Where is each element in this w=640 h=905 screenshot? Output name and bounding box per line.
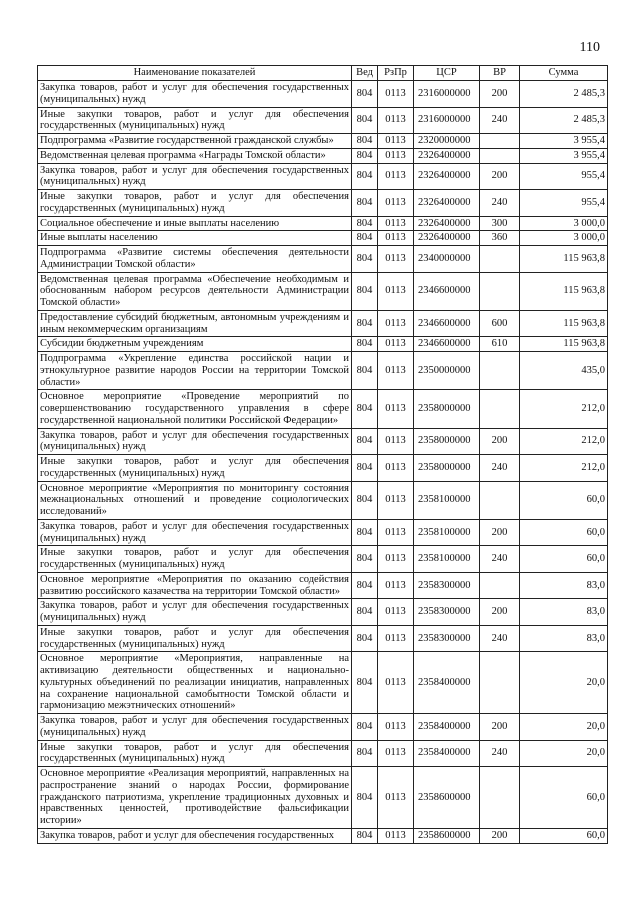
table-row xyxy=(38,455,608,482)
budget-table xyxy=(37,65,608,844)
cell-csr: 2358100000 xyxy=(414,546,480,573)
cell-ved: 804 xyxy=(352,428,378,455)
table-row xyxy=(38,310,608,337)
cell-sum: 60,0 xyxy=(520,828,608,843)
cell-csr: 2346600000 xyxy=(414,310,480,337)
table-row xyxy=(38,352,608,390)
cell-ved: 804 xyxy=(352,652,378,714)
cell-rzpr: 0113 xyxy=(378,148,414,163)
cell-name: Иные закупки товаров, работ и услуг для обеспечения государственных (муниципальных) нужд xyxy=(38,190,352,217)
cell-vr xyxy=(480,352,520,390)
table-row xyxy=(38,714,608,741)
table-row xyxy=(38,572,608,599)
cell-ved: 804 xyxy=(352,148,378,163)
cell-name: Основное мероприятие «Реализация мероприятий, направленных на распространение знаний о народах России, формирование гражданского патриотизма, укрепление традиционных духовных и нравственных ценностей, противодействие фальсификации истории» xyxy=(38,767,352,829)
cell-sum: 2 485,3 xyxy=(520,107,608,134)
cell-name: Закупка товаров, работ и услуг для обеспечения государственных (муниципальных) нужд xyxy=(38,428,352,455)
cell-rzpr: 0113 xyxy=(378,81,414,108)
cell-rzpr: 0113 xyxy=(378,134,414,149)
cell-sum: 212,0 xyxy=(520,455,608,482)
cell-sum: 3 955,4 xyxy=(520,134,608,149)
cell-csr: 2358000000 xyxy=(414,455,480,482)
cell-ved: 804 xyxy=(352,740,378,767)
cell-rzpr: 0113 xyxy=(378,714,414,741)
cell-csr: 2358400000 xyxy=(414,652,480,714)
cell-ved: 804 xyxy=(352,481,378,519)
cell-vr: 240 xyxy=(480,455,520,482)
cell-rzpr: 0113 xyxy=(378,352,414,390)
cell-csr: 2358300000 xyxy=(414,625,480,652)
cell-ved: 804 xyxy=(352,455,378,482)
cell-vr xyxy=(480,134,520,149)
cell-csr: 2358000000 xyxy=(414,390,480,428)
cell-ved: 804 xyxy=(352,310,378,337)
cell-ved: 804 xyxy=(352,107,378,134)
table-row xyxy=(38,481,608,519)
cell-csr: 2358300000 xyxy=(414,599,480,626)
cell-ved: 804 xyxy=(352,246,378,273)
cell-rzpr: 0113 xyxy=(378,428,414,455)
cell-csr: 2316000000 xyxy=(414,81,480,108)
cell-name: Подпрограмма «Развитие системы обеспечения деятельности Администрации Томской области» xyxy=(38,246,352,273)
cell-vr: 200 xyxy=(480,714,520,741)
cell-ved: 804 xyxy=(352,767,378,829)
cell-name: Предоставление субсидий бюджетным, автономным учреждениям и иным некоммерческим организациям xyxy=(38,310,352,337)
table-row xyxy=(38,231,608,246)
cell-csr: 2346600000 xyxy=(414,272,480,310)
cell-csr: 2326400000 xyxy=(414,148,480,163)
cell-name: Подпрограмма «Развитие государственной гражданской службы» xyxy=(38,134,352,149)
cell-name: Основное мероприятие «Мероприятия, направленные на активизацию деятельности общественных и национально-культурных объединений по реализации инициатив, направленных на сохранение национальной самобытности Томской области и гармонизацию межэтнических отношений» xyxy=(38,652,352,714)
header-vr: ВР xyxy=(480,66,520,81)
cell-rzpr: 0113 xyxy=(378,272,414,310)
header-csr: ЦСР xyxy=(414,66,480,81)
cell-ved: 804 xyxy=(352,81,378,108)
cell-csr: 2358600000 xyxy=(414,767,480,829)
cell-vr: 200 xyxy=(480,428,520,455)
table-row xyxy=(38,625,608,652)
table-row xyxy=(38,246,608,273)
cell-sum: 60,0 xyxy=(520,546,608,573)
cell-name: Иные закупки товаров, работ и услуг для обеспечения государственных (муниципальных) нужд xyxy=(38,455,352,482)
cell-name: Закупка товаров, работ и услуг для обеспечения государственных xyxy=(38,828,352,843)
cell-sum: 3 000,0 xyxy=(520,231,608,246)
cell-ved: 804 xyxy=(352,519,378,546)
cell-vr: 300 xyxy=(480,216,520,231)
cell-csr: 2358300000 xyxy=(414,572,480,599)
cell-rzpr: 0113 xyxy=(378,767,414,829)
cell-vr: 240 xyxy=(480,546,520,573)
cell-vr xyxy=(480,652,520,714)
cell-name: Иные закупки товаров, работ и услуг для обеспечения государственных (муниципальных) нужд xyxy=(38,107,352,134)
cell-vr: 240 xyxy=(480,625,520,652)
header-rzpr: РзПр xyxy=(378,66,414,81)
table-row xyxy=(38,428,608,455)
cell-vr: 200 xyxy=(480,828,520,843)
cell-sum: 212,0 xyxy=(520,390,608,428)
cell-sum: 115 963,8 xyxy=(520,246,608,273)
table-row xyxy=(38,148,608,163)
cell-ved: 804 xyxy=(352,231,378,246)
cell-ved: 804 xyxy=(352,390,378,428)
cell-sum: 115 963,8 xyxy=(520,310,608,337)
cell-vr: 610 xyxy=(480,337,520,352)
cell-vr: 200 xyxy=(480,81,520,108)
cell-ved: 804 xyxy=(352,163,378,190)
cell-vr: 200 xyxy=(480,163,520,190)
cell-csr: 2326400000 xyxy=(414,190,480,217)
cell-vr: 200 xyxy=(480,519,520,546)
table-row xyxy=(38,81,608,108)
cell-name: Иные закупки товаров, работ и услуг для обеспечения государственных (муниципальных) нужд xyxy=(38,546,352,573)
header-ved: Вед xyxy=(352,66,378,81)
cell-ved: 804 xyxy=(352,714,378,741)
cell-name: Закупка товаров, работ и услуг для обеспечения государственных (муниципальных) нужд xyxy=(38,163,352,190)
cell-ved: 804 xyxy=(352,190,378,217)
page-number: 110 xyxy=(579,40,600,55)
table-row xyxy=(38,272,608,310)
cell-vr xyxy=(480,390,520,428)
cell-rzpr: 0113 xyxy=(378,652,414,714)
table-row xyxy=(38,216,608,231)
cell-sum: 212,0 xyxy=(520,428,608,455)
cell-csr: 2358000000 xyxy=(414,428,480,455)
cell-vr xyxy=(480,246,520,273)
cell-sum: 60,0 xyxy=(520,481,608,519)
table-row xyxy=(38,134,608,149)
table-row xyxy=(38,652,608,714)
table-row xyxy=(38,519,608,546)
cell-sum: 115 963,8 xyxy=(520,272,608,310)
cell-rzpr: 0113 xyxy=(378,740,414,767)
table-row xyxy=(38,390,608,428)
cell-vr: 200 xyxy=(480,599,520,626)
cell-rzpr: 0113 xyxy=(378,828,414,843)
cell-csr: 2358400000 xyxy=(414,714,480,741)
cell-name: Социальное обеспечение и иные выплаты населению xyxy=(38,216,352,231)
cell-name: Закупка товаров, работ и услуг для обеспечения государственных (муниципальных) нужд xyxy=(38,599,352,626)
cell-sum: 3 000,0 xyxy=(520,216,608,231)
cell-sum: 115 963,8 xyxy=(520,337,608,352)
cell-ved: 804 xyxy=(352,828,378,843)
cell-rzpr: 0113 xyxy=(378,572,414,599)
table-row xyxy=(38,767,608,829)
cell-csr: 2358100000 xyxy=(414,481,480,519)
cell-csr: 2326400000 xyxy=(414,216,480,231)
cell-vr: 240 xyxy=(480,740,520,767)
cell-ved: 804 xyxy=(352,599,378,626)
cell-ved: 804 xyxy=(352,134,378,149)
cell-vr: 240 xyxy=(480,190,520,217)
cell-name: Основное мероприятие «Проведение мероприятий по совершенствованию государственного управления в сфере государственной национальной политики Российской Федерации» xyxy=(38,390,352,428)
cell-sum: 3 955,4 xyxy=(520,148,608,163)
cell-rzpr: 0113 xyxy=(378,246,414,273)
table-row xyxy=(38,828,608,843)
cell-vr xyxy=(480,272,520,310)
cell-sum: 2 485,3 xyxy=(520,81,608,108)
cell-ved: 804 xyxy=(352,337,378,352)
cell-name: Закупка товаров, работ и услуг для обеспечения государственных (муниципальных) нужд xyxy=(38,714,352,741)
cell-rzpr: 0113 xyxy=(378,625,414,652)
cell-rzpr: 0113 xyxy=(378,216,414,231)
cell-rzpr: 0113 xyxy=(378,481,414,519)
table-body xyxy=(38,81,608,844)
cell-name: Основное мероприятие «Мероприятия по оказанию содействия развитию российского казачества на территории Томской области» xyxy=(38,572,352,599)
cell-vr xyxy=(480,481,520,519)
cell-rzpr: 0113 xyxy=(378,231,414,246)
cell-sum: 83,0 xyxy=(520,599,608,626)
cell-rzpr: 0113 xyxy=(378,599,414,626)
cell-name: Иные закупки товаров, работ и услуг для обеспечения государственных (муниципальных) нужд xyxy=(38,740,352,767)
cell-name: Закупка товаров, работ и услуг для обеспечения государственных (муниципальных) нужд xyxy=(38,519,352,546)
cell-sum: 60,0 xyxy=(520,767,608,829)
cell-name: Ведомственная целевая программа «Награды Томской области» xyxy=(38,148,352,163)
cell-sum: 83,0 xyxy=(520,572,608,599)
cell-vr: 600 xyxy=(480,310,520,337)
cell-name: Иные закупки товаров, работ и услуг для обеспечения государственных (муниципальных) нужд xyxy=(38,625,352,652)
cell-csr: 2316000000 xyxy=(414,107,480,134)
table-row xyxy=(38,107,608,134)
cell-csr: 2358100000 xyxy=(414,519,480,546)
cell-csr: 2350000000 xyxy=(414,352,480,390)
cell-vr: 360 xyxy=(480,231,520,246)
table-row xyxy=(38,163,608,190)
cell-name: Основное мероприятие «Мероприятия по мониторингу состояния межнациональных отношений и проведение социологических исследований» xyxy=(38,481,352,519)
table-row xyxy=(38,740,608,767)
cell-vr xyxy=(480,767,520,829)
cell-name: Закупка товаров, работ и услуг для обеспечения государственных (муниципальных) нужд xyxy=(38,81,352,108)
cell-csr: 2326400000 xyxy=(414,231,480,246)
header-sum: Сумма xyxy=(520,66,608,81)
cell-vr xyxy=(480,148,520,163)
cell-sum: 955,4 xyxy=(520,163,608,190)
cell-csr: 2320000000 xyxy=(414,134,480,149)
cell-name: Подпрограмма «Укрепление единства российской нации и этнокультурное развитие народов России на территории Томской области» xyxy=(38,352,352,390)
cell-sum: 20,0 xyxy=(520,652,608,714)
cell-vr: 240 xyxy=(480,107,520,134)
cell-ved: 804 xyxy=(352,216,378,231)
cell-rzpr: 0113 xyxy=(378,190,414,217)
cell-sum: 435,0 xyxy=(520,352,608,390)
cell-rzpr: 0113 xyxy=(378,107,414,134)
cell-rzpr: 0113 xyxy=(378,546,414,573)
cell-csr: 2358400000 xyxy=(414,740,480,767)
cell-csr: 2340000000 xyxy=(414,246,480,273)
cell-rzpr: 0113 xyxy=(378,310,414,337)
cell-sum: 20,0 xyxy=(520,740,608,767)
cell-sum: 60,0 xyxy=(520,519,608,546)
table-row xyxy=(38,337,608,352)
cell-sum: 955,4 xyxy=(520,190,608,217)
cell-rzpr: 0113 xyxy=(378,455,414,482)
cell-ved: 804 xyxy=(352,572,378,599)
cell-rzpr: 0113 xyxy=(378,519,414,546)
cell-vr xyxy=(480,572,520,599)
cell-ved: 804 xyxy=(352,625,378,652)
cell-csr: 2346600000 xyxy=(414,337,480,352)
cell-ved: 804 xyxy=(352,352,378,390)
table-header-row xyxy=(38,66,608,81)
cell-name: Ведомственная целевая программа «Обеспечение необходимым и обоснованным набором ресурсов деятельности Администрации Томской области» xyxy=(38,272,352,310)
cell-sum: 20,0 xyxy=(520,714,608,741)
cell-rzpr: 0113 xyxy=(378,390,414,428)
cell-rzpr: 0113 xyxy=(378,337,414,352)
cell-csr: 2326400000 xyxy=(414,163,480,190)
table-row xyxy=(38,599,608,626)
header-name: Наименование показателей xyxy=(38,66,352,81)
table-row xyxy=(38,546,608,573)
cell-rzpr: 0113 xyxy=(378,163,414,190)
cell-ved: 804 xyxy=(352,272,378,310)
table-row xyxy=(38,190,608,217)
cell-name: Субсидии бюджетным учреждениям xyxy=(38,337,352,352)
cell-csr: 2358600000 xyxy=(414,828,480,843)
cell-name: Иные выплаты населению xyxy=(38,231,352,246)
cell-ved: 804 xyxy=(352,546,378,573)
cell-sum: 83,0 xyxy=(520,625,608,652)
